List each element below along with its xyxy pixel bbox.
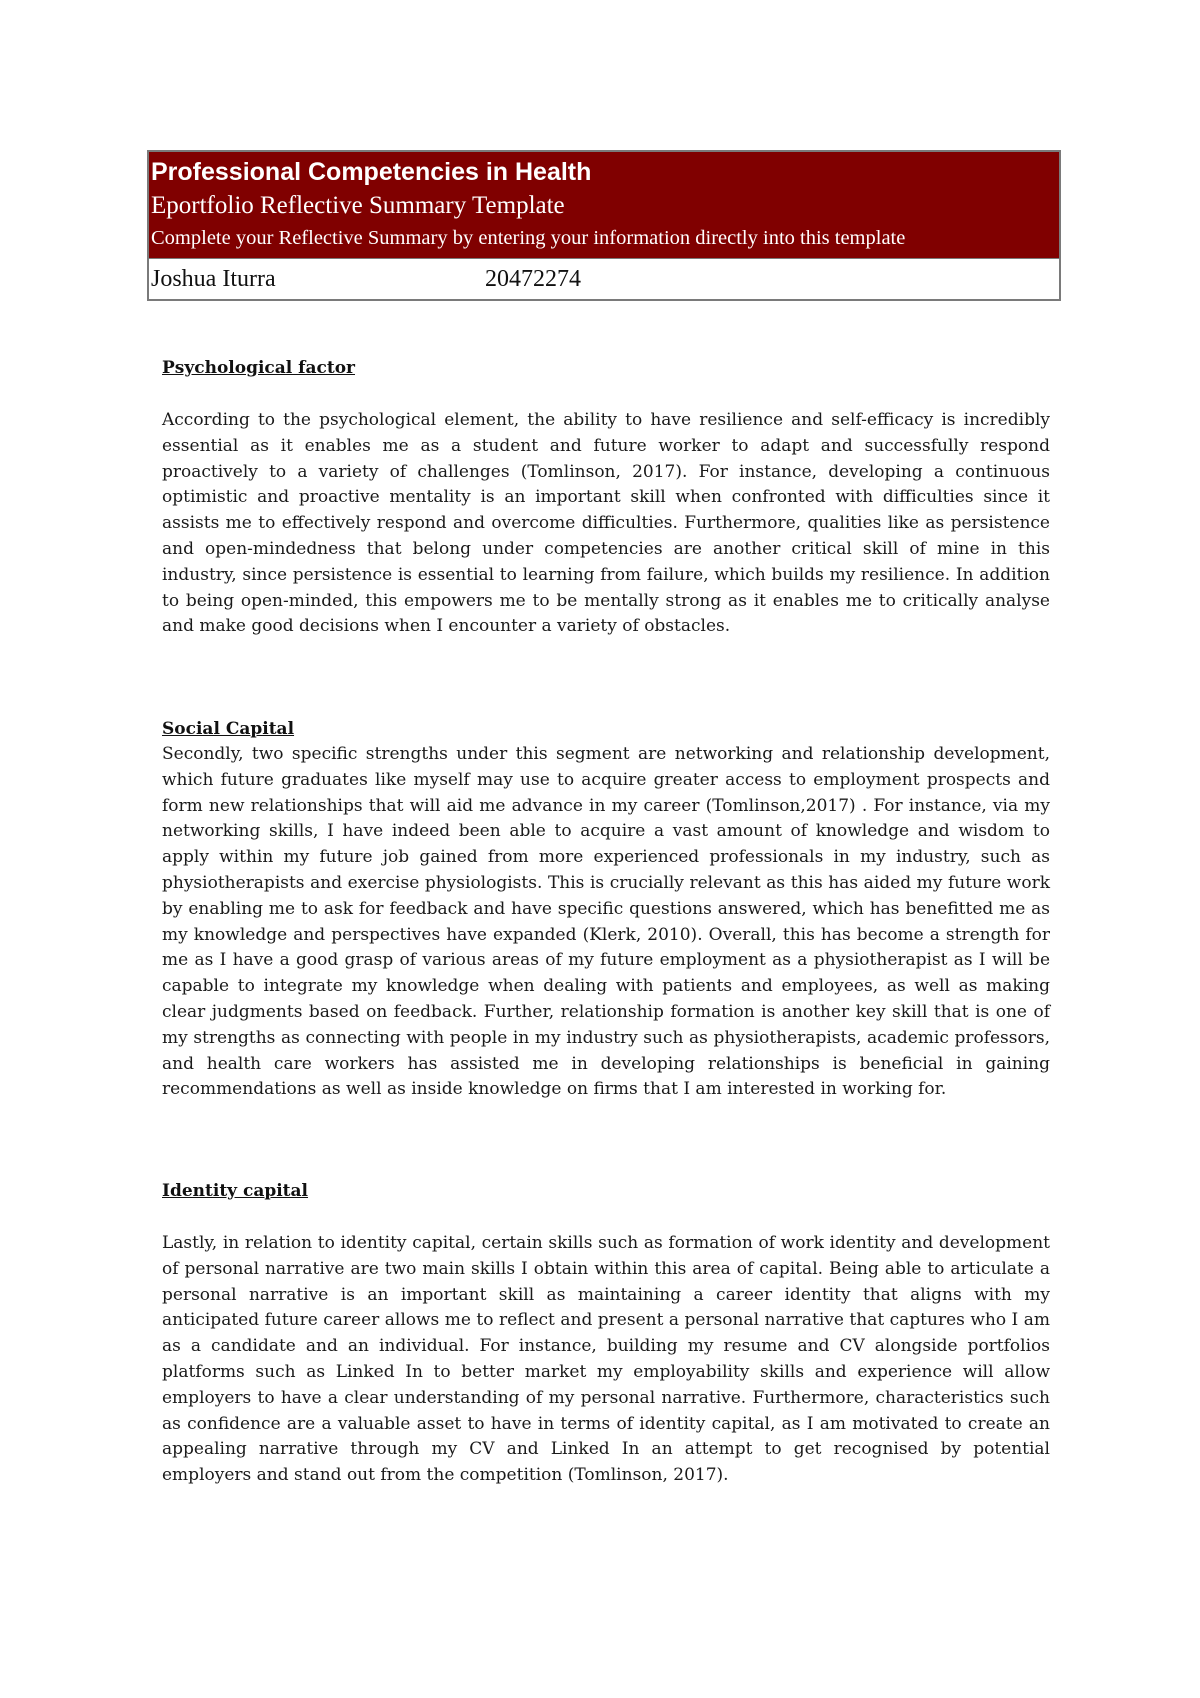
section-body: According to the psychological element, the ability to have resilience and self-efficacy is incredibly essential as it enables me as a student and future worker to adapt and successfully respond proactively to a variety of challenges (Tomlinson, 2017). For instance, developing a continuous optimistic and proactive mentality is an important skill when confronted with difficulties since it assists me to effectively respond and overcome difficulties. Furthermore, qualities like as persistence and open-mindedness that belong under competencies are another critical skill of mine in this industry, since persistence is essential to learning from failure, which builds my resilience. In addition to being open-minded, this empowers me to be mentally strong as it enables me to critically analyse and make good decisions when I encounter a variety of obstacles.	[162, 410, 1050, 637]
template-header	[147, 150, 1061, 301]
header-subtitle: Eportfolio Reflective Summary Template	[151, 192, 565, 219]
header-banner	[149, 152, 1059, 258]
section-body: Secondly, two specific strengths under this segment are networking and relationship development, which future graduates like myself may use to acquire greater access to employment prospects and form new relationships that will aid me advance in my career (Tomlinson,2017) . For instance, via my networking skills, I have indeed been able to acquire a vast amount of knowledge and wisdom to apply within my future job gained from more experienced professionals in my industry, such as physiotherapists and exercise physiologists. This is crucially relevant as this has aided my future work by enabling me to ask for feedback and have specific questions answered, which has benefitted me as my knowledge and perspectives have expanded (Klerk, 2010). Overall, this has become a strength for me as I have a good grasp of various areas of my future employment as a physiotherapist as I will be capable to integrate my knowledge when dealing with patients and employees, as well as making clear judgments based on feedback. Further, relationship formation is another key skill that is one of my strengths as connecting with people in my industry such as physiotherapists, academic professors, and health care workers has assisted me in developing relationships is beneficial in gaining recommendations as well as inside knowledge on firms that I am interested in working for.	[162, 744, 1050, 1100]
student-name: Joshua Iturra	[151, 266, 276, 292]
student-id: 20472274	[485, 266, 581, 292]
section-identity-capital	[162, 1180, 1050, 1489]
header-title: Professional Competencies in Health	[151, 158, 592, 186]
section-body: Lastly, in relation to identity capital, certain skills such as formation of work identity and development of personal narrative are two main skills I obtain within this area of capital. Being able to articulate a personal narrative is an important skill as maintaining a career identity that aligns with my anticipated future career allows me to reflect and present a personal narrative that captures who I am as a candidate and an individual. For instance, building my resume and CV alongside portfolios platforms such as Linked In to better market my employability skills and experience will allow employers to have a clear understanding of my personal narrative. Furthermore, characteristics such as confidence are a valuable asset to have in terms of identity capital, as I am motivated to create an appealing narrative through my CV and Linked In an attempt to get recognised by potential employers and stand out from the competition (Tomlinson, 2017).	[162, 1233, 1050, 1486]
section-heading: Psychological factor	[162, 358, 355, 378]
section-heading: Social Capital	[162, 719, 295, 739]
section-heading: Identity capital	[162, 1181, 309, 1201]
student-info-row	[149, 258, 1059, 299]
header-instruction: Complete your Reflective Summary by entering your information directly into this template	[151, 227, 906, 249]
section-psychological-factor	[162, 357, 1050, 640]
section-social-capital	[162, 718, 1050, 1103]
